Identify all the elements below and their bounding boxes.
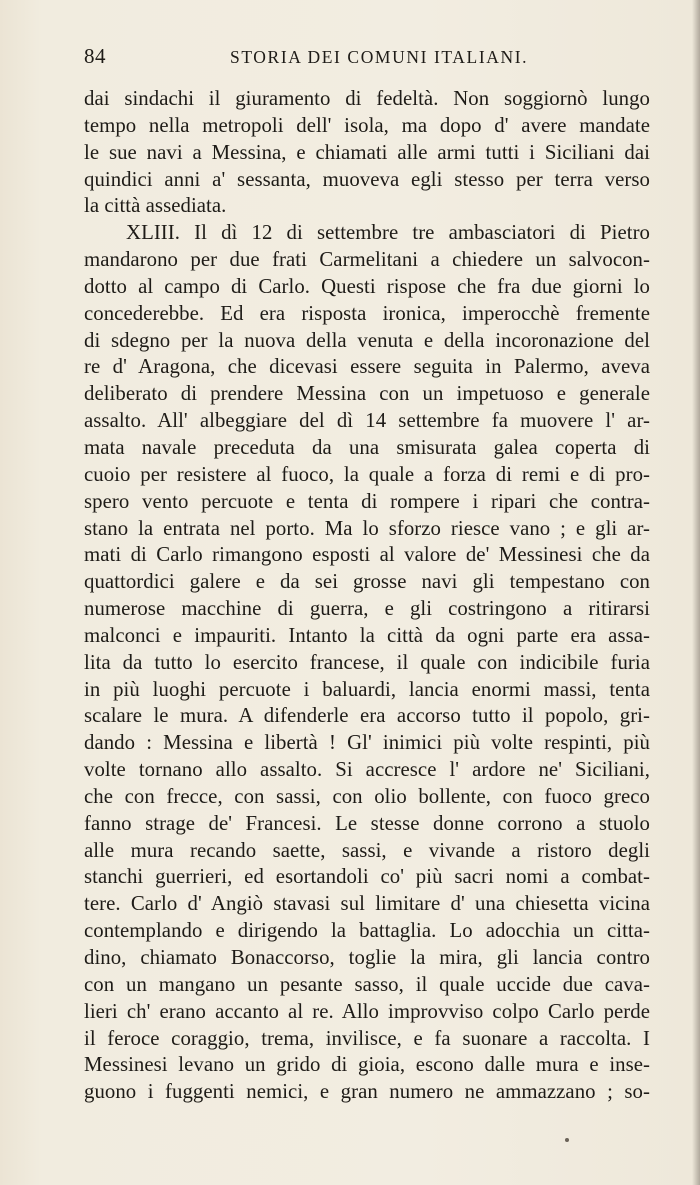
text-line: Messinesi levano un grido di gioia, escono dalle mura e inse-	[84, 1053, 650, 1077]
text-line: tempo nella metropoli dell' isola, ma dopo d' avere mandate	[84, 113, 650, 137]
text-line: quindici anni a' sessanta, muoveva egli stesso per terra verso	[84, 167, 650, 191]
text-line: la città assediata.	[84, 194, 227, 218]
text-line: mata navale preceduta da una smisurata galea coperta di	[84, 435, 650, 459]
text-line: le sue navi a Messina, e chiamati alle armi tutti i Siciliani dai	[84, 140, 650, 164]
text-line: in più luoghi percuote i baluardi, lancia enormi massi, tenta	[84, 677, 650, 701]
text-line: dando : Messina e libertà ! Gl' inimici più volte respinti, più	[84, 731, 650, 755]
text-line: stanchi guerrieri, ed esortandoli co' più sacri nomi a combat-	[84, 865, 650, 889]
text-line: lita da tutto lo esercito francese, il quale con indicibile furia	[84, 650, 650, 674]
paper-speck	[565, 1138, 569, 1142]
page-header	[84, 44, 644, 74]
text-line: alle mura recando saette, sassi, e vivande a ristoro degli	[84, 838, 650, 862]
text-line: assalto. All' albeggiare del dì 14 settembre fa muovere l' ar-	[84, 409, 650, 433]
body-text	[84, 86, 650, 1106]
text-line: di sdegno per la nuova della venuta e della incoronazione del	[84, 328, 650, 352]
text-line: dai sindachi il giuramento di fedeltà. Non soggiornò lungo	[84, 87, 650, 110]
text-line: il feroce coraggio, trema, invilisce, e fa suonare a raccolta. I	[84, 1026, 650, 1050]
text-line: contemplando e dirigendo la battaglia. Lo adocchia un citta-	[84, 919, 650, 943]
text-line: re d' Aragona, che dicevasi essere seguita in Palermo, aveva	[84, 355, 650, 379]
text-line: cuoio per resistere al fuoco, la quale a forza di remi e di pro-	[84, 462, 650, 486]
text-line: fanno strage de' Francesi. Le stesse donne corrono a stuolo	[84, 811, 650, 835]
section-start-line: XLIII. Il dì 12 di settembre tre ambasciatori di Pietro	[126, 221, 650, 245]
running-head: STORIA DEI COMUNI ITALIANI.	[230, 47, 529, 67]
text-line: deliberato di prendere Messina con un impetuoso e generale	[84, 382, 650, 406]
text-line: quattordici galere e da sei grosse navi gli tempestano con	[84, 570, 650, 594]
text-line: dotto al campo di Carlo. Questi rispose che fra due giorni lo	[84, 274, 650, 298]
text-line: stano la entrata nel porto. Ma lo sforzo riesce vano ; e gli ar-	[84, 516, 650, 540]
text-line: tere. Carlo d' Angiò stavasi sul limitare d' una chiesetta vicina	[84, 892, 650, 916]
text-line: numerose macchine di guerra, e gli costringono a ritirarsi	[84, 597, 650, 621]
page-edge-shadow	[692, 0, 700, 1185]
text-line: volte tornano allo assalto. Si accresce l' ardore ne' Siciliani,	[84, 758, 650, 782]
text-line: che con frecce, con sassi, con olio bollente, con fuoco greco	[84, 784, 650, 808]
text-line: mati di Carlo rimangono esposti al valore de' Messinesi che da	[84, 543, 650, 567]
text-line: dino, chiamato Bonaccorso, toglie la mira, gli lancia contro	[84, 946, 650, 969]
text-line: spero vento percuote e tenta di rompere i ripari che contra-	[84, 489, 650, 513]
text-line: scalare le mura. A difenderle era accorso tutto il popolo, gri-	[84, 704, 650, 728]
page-number: 84	[84, 44, 106, 68]
text-line: lieri ch' erano accanto al re. Allo improvviso colpo Carlo perde	[84, 999, 650, 1023]
text-line: guono i fuggenti nemici, e gran numero ne ammazzano ; so-	[84, 1080, 650, 1104]
text-line: con un mangano un pesante sasso, il quale uccide due cava-	[84, 972, 650, 996]
text-line: concederebbe. Ed era risposta ironica, imperocchè fremente	[84, 301, 650, 325]
text-line: mandarono per due frati Carmelitani a chiedere un salvocon-	[84, 248, 650, 272]
text-line: malconci e impauriti. Intanto la città da ogni parte era assa-	[84, 623, 650, 647]
